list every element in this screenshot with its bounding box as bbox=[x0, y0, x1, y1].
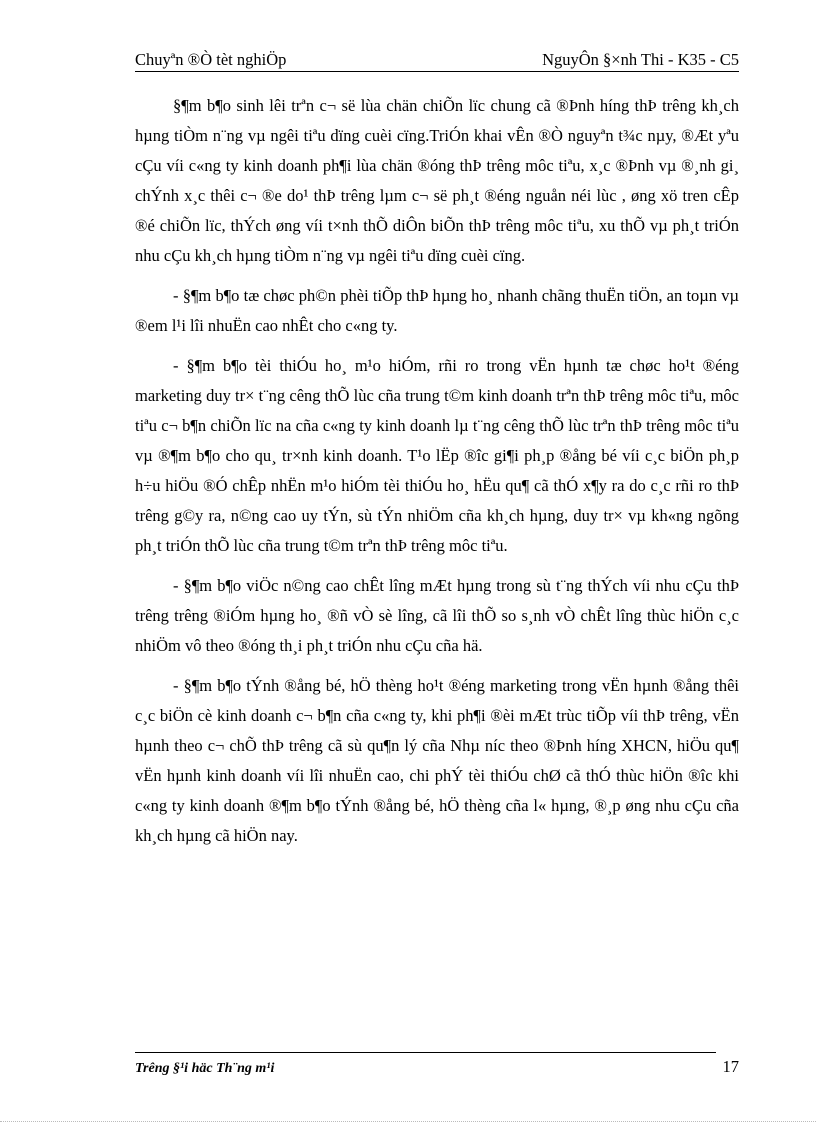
paragraph: - §¶m b¶o tæ chøc ph©n phèi tiÕp thÞ hµng ho¸ nhanh chãng thuËn tiÖn, an toµn vµ ®em l¹i lîi nhuËn cao nhÊt cho c«ng ty. bbox=[135, 286, 739, 335]
body-text bbox=[135, 91, 739, 861]
header-rule bbox=[135, 71, 739, 72]
footer-rule bbox=[135, 1052, 716, 1053]
page-number: 17 bbox=[722, 1057, 739, 1076]
page-footer bbox=[135, 1057, 739, 1077]
page-header bbox=[135, 50, 739, 70]
footer-institution: Trêng §¹i häc Th¨ng m¹i bbox=[135, 1061, 275, 1076]
header-title: Chuyªn ®Ò tèt nghiÖp bbox=[135, 50, 287, 69]
paragraph: - §¶m b¶o tèi thiÓu ho¸ m¹o hiÓm, rñi ro trong vËn hµnh tæ chøc ho¹t ®éng marketing duy tr× t¨ng cêng thÕ lùc cña trung t©m kinh doanh trªn thÞ trêng môc tiªu, môc tiªu c¬ b¶n chiÕn lïc na cña c«ng ty kinh doanh lµ t¨ng cêng thÕ lùc trªn thÞ trêng môc tiªu vµ ®¶m b¶o cho qu¸ tr×nh kinh doanh. T¹o lËp ®îc gi¶i ph¸p ®ång bé víi c¸c biÖn ph¸p h÷u hiÖu ®Ó chÊp nhËn m¹o hiÓm tèi thiÓu ho¸ hËu qu¶ cã thÓ x¶y ra do c¸c rñi ro thÞ trêng g©y ra, n©ng cao uy tÝn, sù tÝn nhiÖm cña kh¸ch hµng, duy tr× vµ kh«ng ngõng ph¸t triÓn thÕ lùc cña trung t©m trªn thÞ trêng môc tiªu. bbox=[135, 356, 739, 555]
header-author: NguyÔn §×nh Thi - K35 - C5 bbox=[542, 50, 739, 69]
paragraph: §¶m b¶o sinh lêi trªn c¬ së lùa chän chiÕn lïc chung cã ®Þnh híng thÞ trêng kh¸ch hµng tiÒm n¨ng vµ ngêi tiªu dïng cuèi cïng.TriÓn khai vÊn ®Ò nguyªn t¾c nµy, ®Æt yªu cÇu víi c«ng ty kinh doanh ph¶i lùa chän ®óng thÞ trêng môc tiªu, x¸c ®Þnh vµ ®¸nh gi¸ chÝnh x¸c thêi c¬ ®e do¹ thÞ trêng lµm c¬ së ph¸t ®éng nguån néi lùc , øng xö tren cÊp ®é chiÕn lïc, thÝch øng víi t×nh thÕ diÔn biÕn thÞ trêng môc tiªu, xu thÕ vµ ph¸t triÓn nhu cÇu kh¸ch hµng tiÒm n¨ng vµ ngêi tiªu dïng cuèi cïng. bbox=[135, 96, 739, 265]
paragraph: - §¶m b¶o viÖc n©ng cao chÊt lîng mÆt hµng trong sù t¨ng thÝch víi nhu cÇu thÞ trêng trêng ®iÓm hµng ho¸ ®ñ vÒ sè lîng, cã lîi thÕ so s¸nh vÒ chÊt lîng thùc hiÖn c¸c nhiÖm vô theo ®óng th¸i ph¸t triÓn nhu cÇu cña hä. bbox=[135, 576, 739, 655]
paragraph: - §¶m b¶o tÝnh ®ång bé, hÖ thèng ho¹t ®éng marketing trong vËn hµnh ®ång thêi c¸c biÖn cè kinh doanh c¬ b¶n cña c«ng ty, khi ph¶i ®èi mÆt trùc tiÕp víi thÞ trêng, vËn hµnh theo c¬ chÕ thÞ trêng cã sù qu¶n lý cña Nhµ níc theo ®Þnh híng XHCN, hiÖu qu¶ vËn hµnh kinh doanh víi lîi nhuËn cao, chi phÝ tèi thiÓu chØ cã thÓ thùc hiÖn ®îc khi c«ng ty kinh doanh ®¶m b¶o tÝnh ®ång bé, hÖ thèng cña l« hµng, ®¸p øng nhu cÇu cña kh¸ch hµng cã hiÖn nay. bbox=[135, 676, 739, 845]
page-edge bbox=[0, 1121, 816, 1122]
